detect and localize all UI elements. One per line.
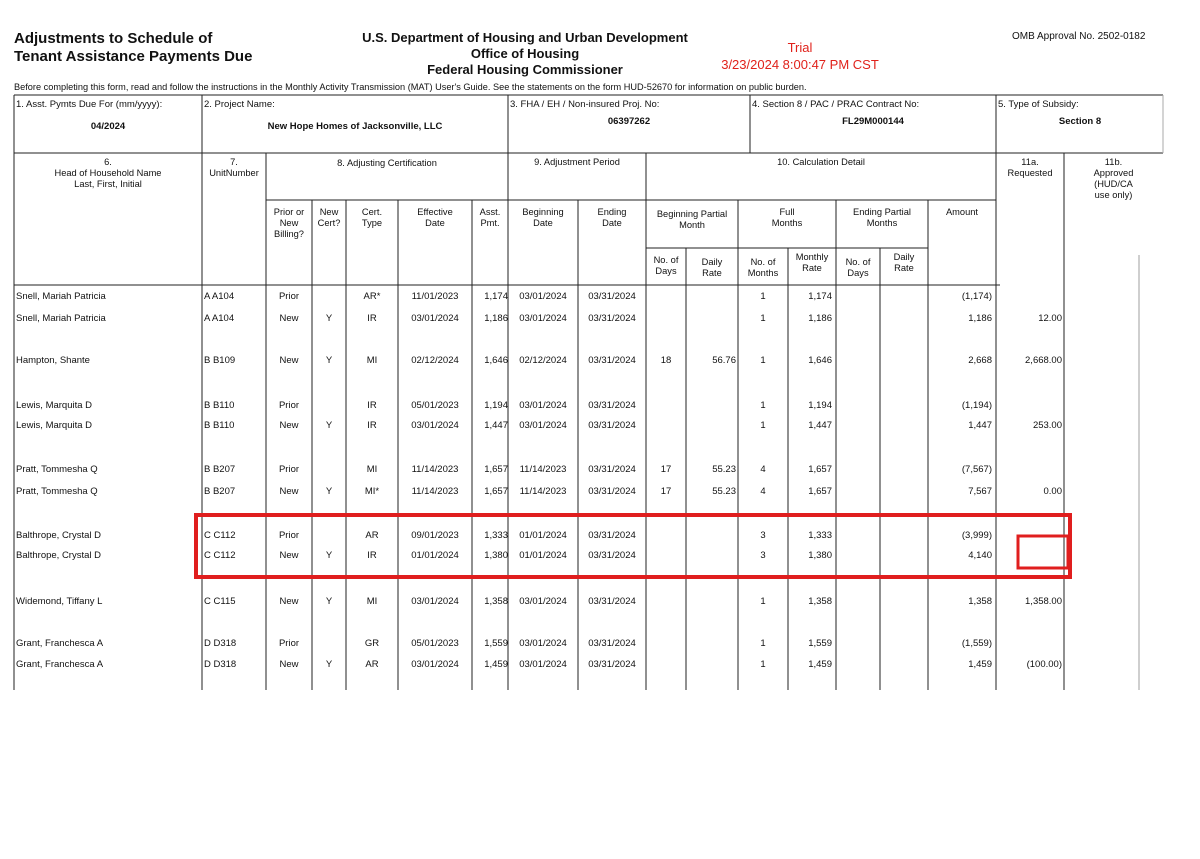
cell-end: 03/31/2024: [588, 355, 636, 366]
header-edays-line1: No. of: [845, 257, 871, 267]
cell-name: Balthrope, Crystal D: [16, 530, 102, 541]
cell-amount: (1,174): [961, 291, 992, 302]
cell-months: 1: [760, 659, 766, 670]
cell-begin: 03/01/2024: [519, 420, 567, 431]
cell-daily: 55.23: [712, 486, 736, 497]
cell-billing: Prior: [278, 530, 300, 541]
cell-months: 1: [760, 291, 766, 302]
header-11a-num: 11a.: [1021, 157, 1039, 167]
cell-begin: 01/01/2024: [519, 550, 567, 561]
cell-begin: 03/01/2024: [519, 400, 567, 411]
trial-timestamp: 3/23/2024 8:00:47 PM CST: [721, 57, 879, 72]
cell-begin: 03/01/2024: [519, 596, 567, 607]
header-edays-line2: Days: [847, 268, 869, 278]
header-asst-line1: Asst.: [479, 207, 501, 217]
header-ending-date: [578, 207, 646, 229]
cell-mrate: 1,380: [808, 550, 832, 561]
field-2-label: 2. Project Name:: [204, 99, 275, 110]
cell-type: IR: [367, 313, 377, 324]
table-row: [0, 400, 1200, 414]
cell-eff: 03/01/2024: [411, 313, 459, 324]
header-beginning-partial: [646, 209, 738, 231]
header-asst-pmt: [472, 207, 508, 229]
header-amount: Amount: [945, 207, 979, 217]
cell-billing: New: [279, 550, 299, 561]
cell-mrate: 1,186: [808, 313, 832, 324]
cell-amount: 1,358: [968, 596, 992, 607]
header-col-11b: [1064, 157, 1163, 201]
cell-unit: D D318: [204, 659, 237, 670]
cell-asst: 1,646: [484, 355, 508, 366]
cell-mrate: 1,459: [808, 659, 832, 670]
agency-line-1: U.S. Department of Housing and Urban Development: [362, 30, 688, 45]
cell-unit: B B110: [204, 400, 235, 411]
header-begin-line2: Date: [533, 218, 553, 228]
highlight-box-rows: [196, 515, 1070, 577]
cell-months: 1: [760, 313, 766, 324]
cell-begin: 03/01/2024: [519, 638, 567, 649]
cell-end: 03/31/2024: [588, 420, 636, 431]
table-row: [0, 530, 1200, 544]
cell-name: Hampton, Shante: [16, 355, 90, 366]
cell-req: 0.00: [1043, 486, 1062, 497]
header-eff-line2: Date: [425, 218, 445, 228]
cell-end: 03/31/2024: [588, 291, 636, 302]
header-prior-line1: Prior or: [273, 207, 305, 217]
cell-days: 18: [660, 355, 672, 366]
cell-asst: 1,459: [484, 659, 508, 670]
field-2-value: New Hope Homes of Jacksonville, LLC: [267, 121, 443, 132]
cell-name: Snell, Mariah Patricia: [16, 313, 106, 324]
cell-asst: 1,186: [484, 313, 508, 324]
cell-req: 1,358.00: [1025, 596, 1062, 607]
cell-unit: C C112: [204, 530, 236, 541]
cell-daily: 55.23: [712, 464, 736, 475]
cell-asst: 1,447: [484, 420, 508, 431]
cell-end: 03/31/2024: [588, 550, 636, 561]
header-prior-line2: New: [279, 218, 299, 228]
cell-type: IR: [367, 420, 377, 431]
cell-mrate: 1,447: [808, 420, 832, 431]
agency-line-2: Office of Housing: [470, 46, 580, 61]
cell-asst: 1,657: [484, 464, 508, 475]
header-bpm-line2: Month: [679, 220, 705, 230]
cell-begin: 03/01/2024: [519, 659, 567, 670]
cell-months: 3: [760, 530, 766, 541]
cell-end: 03/31/2024: [588, 638, 636, 649]
cell-mrate: 1,657: [808, 486, 832, 497]
cell-months: 1: [760, 596, 766, 607]
cell-billing: New: [279, 659, 299, 670]
cell-newcert: Y: [325, 550, 333, 561]
cell-unit: C C115: [204, 596, 236, 607]
header-prior-line3: Billing?: [274, 229, 304, 239]
cell-eff: 11/14/2023: [411, 486, 459, 497]
header-newcert-line1: New: [319, 207, 339, 217]
cell-newcert: Y: [325, 355, 333, 366]
header-monthly-rate: [788, 252, 836, 274]
cell-begin: 02/12/2024: [519, 355, 567, 366]
cell-months: 4: [760, 464, 766, 475]
cell-billing: Prior: [278, 400, 300, 411]
cell-unit: B B109: [204, 355, 236, 366]
header-no-months: [738, 257, 788, 279]
cell-unit: A A104: [204, 313, 235, 324]
cell-type: MI*: [364, 486, 380, 497]
cell-amount: 1,459: [968, 659, 992, 670]
cell-newcert: Y: [325, 313, 333, 324]
table-row: [0, 355, 1200, 369]
header-col-7-label: UnitNumber: [209, 168, 259, 178]
header-beginning-date: [508, 207, 578, 229]
header-daily-rate: [686, 257, 738, 279]
table-row: [0, 291, 1200, 305]
cell-name: Grant, Franchesca A: [16, 638, 104, 649]
header-11b-line1: Approved: [1093, 168, 1134, 178]
cell-asst: 1,358: [484, 596, 508, 607]
cell-unit: A A104: [204, 291, 235, 302]
cell-amount: (3,999): [961, 530, 992, 541]
field-1-value: 04/2024: [90, 121, 126, 132]
cell-asst: 1,380: [484, 550, 508, 561]
cell-newcert: Y: [325, 596, 333, 607]
cell-amount: 4,140: [968, 550, 992, 561]
header-full-line2: Months: [771, 218, 803, 228]
cell-mrate: 1,194: [808, 400, 832, 411]
cell-begin: 03/01/2024: [519, 291, 567, 302]
header-days-line2: Days: [655, 266, 677, 276]
cell-billing: New: [279, 313, 299, 324]
header-daily-line1: Daily: [701, 257, 723, 267]
header-col-8: 8. Adjusting Certification: [337, 158, 437, 168]
cell-eff: 05/01/2023: [411, 638, 459, 649]
cell-eff: 01/01/2024: [411, 550, 459, 561]
table-row: [0, 313, 1200, 327]
cell-eff: 05/01/2023: [411, 400, 459, 411]
header-mrate-line2: Rate: [802, 263, 822, 273]
header-effective-date: [398, 207, 472, 229]
header-eff-line1: Effective: [417, 207, 453, 217]
cell-asst: 1,194: [484, 400, 508, 411]
header-epm-line1: Ending Partial: [853, 207, 911, 217]
header-days-line1: No. of: [653, 255, 679, 265]
cell-amount: 1,186: [968, 313, 992, 324]
header-cert-type: [346, 207, 398, 229]
field-3-label: 3. FHA / EH / Non-insured Proj. No:: [510, 99, 660, 110]
field-3-value: 06397262: [607, 116, 651, 127]
header-certtype-line2: Type: [361, 218, 383, 228]
cell-billing: New: [279, 596, 299, 607]
cell-end: 03/31/2024: [588, 530, 636, 541]
field-4-label: 4. Section 8 / PAC / PRAC Contract No:: [752, 99, 920, 110]
header-mrate-line1: Monthly: [795, 252, 829, 262]
table-row: [0, 638, 1200, 652]
agency-line-3: Federal Housing Commissioner: [427, 62, 623, 77]
table-row: [0, 464, 1200, 478]
cell-begin: 11/14/2023: [519, 464, 567, 475]
cell-months: 4: [760, 486, 766, 497]
cell-type: MI: [366, 596, 378, 607]
cell-newcert: Y: [325, 420, 333, 431]
cell-eff: 03/01/2024: [411, 420, 459, 431]
cell-eff: 03/01/2024: [411, 659, 459, 670]
cell-eff: 02/12/2024: [411, 355, 459, 366]
table-row: [0, 659, 1200, 673]
header-begin-line1: Beginning: [522, 207, 564, 217]
cell-mrate: 1,333: [808, 530, 832, 541]
header-ending-partial: [836, 207, 928, 229]
cell-billing: Prior: [278, 291, 300, 302]
cell-mrate: 1,174: [808, 291, 832, 302]
cell-mrate: 1,646: [808, 355, 832, 366]
cell-months: 1: [760, 355, 766, 366]
header-col-10: 10. Calculation Detail: [777, 157, 865, 167]
cell-type: AR*: [363, 291, 381, 302]
cell-billing: Prior: [278, 638, 300, 649]
cell-type: MI: [366, 355, 378, 366]
form-title: Adjustments to Schedule of Tenant Assistance Payments Due: [14, 30, 253, 65]
cell-eff: 11/01/2023: [411, 291, 459, 302]
cell-begin: 01/01/2024: [519, 530, 567, 541]
cell-type: IR: [367, 550, 377, 561]
cell-amount: (1,559): [961, 638, 992, 649]
cell-mrate: 1,657: [808, 464, 832, 475]
omb-approval: OMB Approval No. 2502-0182: [1012, 31, 1146, 42]
header-newcert-line2: Cert?: [317, 218, 341, 228]
cell-type: AR: [365, 659, 379, 670]
header-11b-num: 11b.: [1104, 157, 1123, 167]
cell-newcert: Y: [325, 659, 333, 670]
cell-eff: 03/01/2024: [411, 596, 459, 607]
field-1-label: 1. Asst. Pymts Due For (mm/yyyy):: [16, 99, 163, 110]
header-col-6: [14, 157, 202, 190]
cell-eff: 09/01/2023: [411, 530, 459, 541]
cell-days: 17: [660, 486, 672, 497]
table-row: [0, 486, 1200, 500]
cell-name: Lewis, Marquita D: [16, 420, 93, 431]
cell-mrate: 1,559: [808, 638, 832, 649]
cell-end: 03/31/2024: [588, 313, 636, 324]
header-col-6-line2: Last, First, Initial: [74, 179, 142, 189]
cell-end: 03/31/2024: [588, 596, 636, 607]
header-daily-line2: Rate: [702, 268, 722, 278]
header-col-11a: [996, 157, 1064, 179]
header-ending-days: [836, 257, 880, 279]
cell-name: Pratt, Tommesha Q: [16, 486, 98, 497]
cell-asst: 1,657: [484, 486, 508, 497]
cell-months: 1: [760, 638, 766, 649]
cell-type: GR: [364, 638, 380, 649]
cell-end: 03/31/2024: [588, 486, 636, 497]
cell-begin: 11/14/2023: [519, 486, 567, 497]
table-row: [0, 596, 1200, 610]
cell-name: Balthrope, Crystal D: [16, 550, 102, 561]
header-full-months: [738, 207, 836, 229]
cell-type: IR: [367, 400, 377, 411]
field-5-label: 5. Type of Subsidy:: [998, 99, 1079, 110]
header-end-line2: Date: [602, 218, 622, 228]
cell-billing: New: [279, 355, 299, 366]
cell-name: Snell, Mariah Patricia: [16, 291, 106, 302]
header-col-7: [202, 157, 266, 179]
cell-newcert: Y: [325, 486, 333, 497]
cell-begin: 03/01/2024: [519, 313, 567, 324]
header-bpm-line1: Beginning Partial: [656, 209, 728, 219]
cell-unit: B B207: [204, 486, 236, 497]
header-end-line1: Ending: [597, 207, 627, 217]
cell-months: 3: [760, 550, 766, 561]
header-new-cert: [312, 207, 346, 229]
table-row: [0, 420, 1200, 434]
header-epm-line2: Months: [866, 218, 898, 228]
cell-req: 12.00: [1038, 313, 1062, 324]
header-days: [646, 255, 686, 277]
header-nmonths-line1: No. of: [750, 257, 776, 267]
header-prior-new: [266, 207, 312, 240]
cell-name: Widemond, Tiffany L: [16, 596, 103, 607]
trial-label: Trial: [787, 40, 813, 55]
cell-amount: 7,567: [968, 486, 992, 497]
cell-days: 17: [660, 464, 672, 475]
cell-unit: B B207: [204, 464, 236, 475]
header-col-9: 9. Adjustment Period: [534, 157, 620, 167]
header-certtype-line1: Cert.: [361, 207, 383, 217]
cell-months: 1: [760, 420, 766, 431]
cell-unit: B B110: [204, 420, 235, 431]
cell-billing: Prior: [278, 464, 300, 475]
cell-daily: 56.76: [712, 355, 736, 366]
cell-asst: 1,333: [484, 530, 508, 541]
cell-req: 253.00: [1032, 420, 1062, 431]
cell-eff: 11/14/2023: [411, 464, 459, 475]
cell-end: 03/31/2024: [588, 659, 636, 670]
cell-name: Lewis, Marquita D: [16, 400, 93, 411]
cell-type: AR: [365, 530, 379, 541]
header-11a-label: Requested: [1007, 168, 1053, 178]
cell-end: 03/31/2024: [588, 400, 636, 411]
header-11b-line2: (HUD/CA: [1094, 179, 1133, 189]
cell-amount: (7,567): [961, 464, 992, 475]
cell-mrate: 1,358: [808, 596, 832, 607]
cell-billing: New: [279, 420, 299, 431]
field-4-value: FL29M000144: [842, 116, 904, 127]
cell-billing: New: [279, 486, 299, 497]
cell-type: MI: [366, 464, 378, 475]
header-full-line1: Full: [779, 207, 795, 217]
cell-asst: 1,559: [484, 638, 508, 649]
instructions-text: Before completing this form, read and follow the instructions in the Monthly Activity Transmission (MAT) User's Guide. See the statements on the form HUD-52670 for information on public burden.: [14, 82, 807, 92]
field-5-value: Section 8: [1058, 116, 1102, 127]
header-11b-line3: use only): [1094, 190, 1133, 200]
cell-name: Grant, Franchesca A: [16, 659, 104, 670]
cell-amount: (1,194): [961, 400, 992, 411]
cell-amount: 2,668: [968, 355, 992, 366]
header-nmonths-line2: Months: [747, 268, 779, 278]
cell-name: Pratt, Tommesha Q: [16, 464, 98, 475]
header-col-6-num: 6.: [104, 157, 112, 167]
cell-amount: 1,447: [968, 420, 992, 431]
cell-months: 1: [760, 400, 766, 411]
cell-asst: 1,174: [484, 291, 508, 302]
header-col-6-line1: Head of Household Name: [54, 168, 162, 178]
cell-unit: C C112: [204, 550, 236, 561]
header-ending-daily: [880, 252, 928, 274]
cell-unit: D D318: [204, 638, 237, 649]
header-asst-line2: Pmt.: [480, 218, 500, 228]
table-row: [0, 550, 1200, 564]
cell-req: 2,668.00: [1025, 355, 1062, 366]
header-col-7-num: 7.: [230, 157, 238, 167]
header-edaily-line1: Daily: [893, 252, 915, 262]
cell-end: 03/31/2024: [588, 464, 636, 475]
cell-req: (100.00): [1026, 659, 1062, 670]
header-edaily-line2: Rate: [894, 263, 914, 273]
